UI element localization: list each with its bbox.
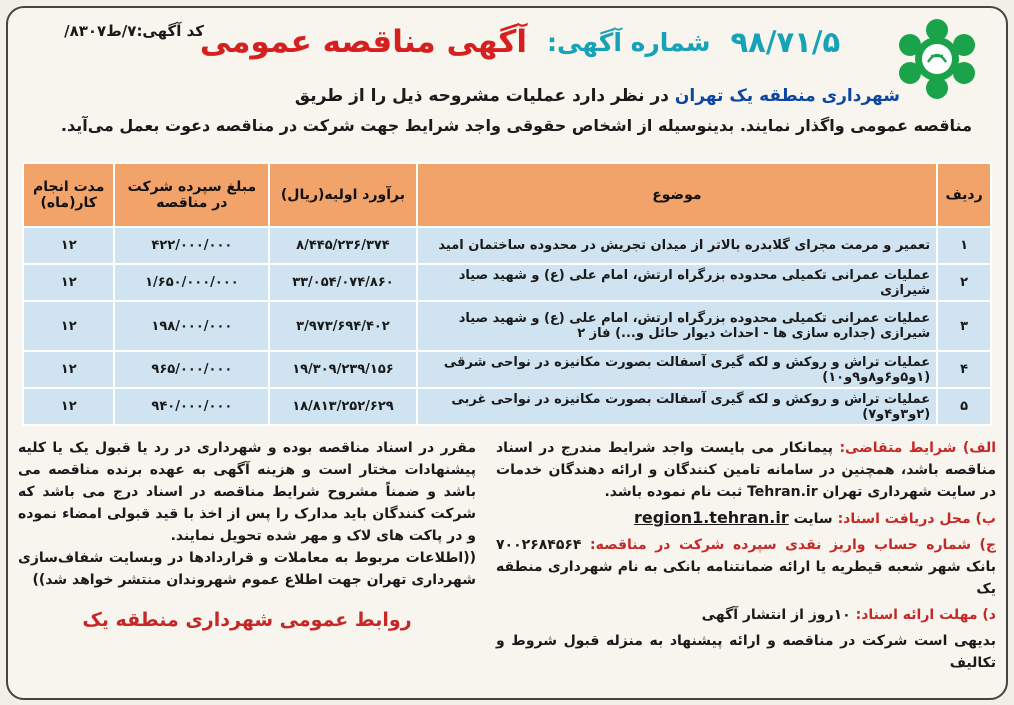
condition-e: بدیهی است شرکت در مناقصه و ارائه پیشنهاد به منزله قبول شروط و تکالیف (496, 633, 996, 671)
cell-subject: عملیات تراش و روکش و لکه گیری آسفالت بصورت مکانیزه در نواحی غربی (۲و۳و۴و۷) (417, 388, 938, 425)
header-subject: موضوع (417, 163, 938, 227)
cell-estimate: ۳/۹۷۳/۶۹۴/۴۰۲ (269, 301, 416, 351)
notice-title: آگهی مناقصه عمومی (199, 24, 527, 60)
ad-code: کد آگهی:۷/ط۸۳۰۷/ (64, 22, 204, 40)
account-number: ۷۰۰۲۶۸۴۵۶۴ (496, 537, 582, 553)
cell-row-number: ۴ (937, 351, 991, 388)
cell-deposit: ۹۶۵/۰۰۰/۰۰۰ (114, 351, 269, 388)
condition-c-text: بانک شهر شعبه قیطریه یا ارائه ضمانتنامه بانکی به نام شهرداری منطقه یک (496, 559, 996, 597)
condition-b-label: ب) محل دریافت اسناد: (837, 511, 996, 527)
condition-c-label: ج) شماره حساب واریز نقدی سپرده شرکت در مناقصه: (590, 537, 997, 553)
table-row (23, 301, 991, 351)
condition-b-text: سایت (793, 511, 833, 527)
header-duration: مدت انجام کار(ماه) (23, 163, 114, 227)
cell-estimate: ۸/۴۴۵/۲۳۶/۳۷۴ (269, 227, 416, 264)
table-header-row (23, 163, 991, 227)
organization-name: شهرداری منطقه یک تهران (674, 86, 900, 106)
table-row (23, 264, 991, 301)
condition-d (496, 604, 996, 626)
notice-number: ۹۸/۷۱/۵ (730, 25, 841, 59)
cell-row-number: ۵ (937, 388, 991, 425)
tender-table (22, 162, 992, 426)
cell-subject: عملیات عمرانی تکمیلی محدوده بزرگراه ارتش، امام علی (ع) و شهید صیاد شیرازی (417, 264, 938, 301)
notice-number-label: شماره آگهی: (546, 27, 711, 57)
transparency-note: ((اطلاعات مربوط به معاملات و قراردادها در وبسایت شفاف‌سازی شهرداری تهران جهت اطلاع عموم شهروندان منتشر خواهد شد)) (18, 550, 476, 588)
cell-deposit: ۴۲۲/۰۰۰/۰۰۰ (114, 227, 269, 264)
cell-duration: ۱۲ (23, 301, 114, 351)
table-row (23, 388, 991, 425)
intro-line-1-rest: در نظر دارد عملیات مشروحه ذیل را از طریق (294, 86, 669, 106)
cell-duration: ۱۲ (23, 351, 114, 388)
notes-text: مقرر در اسناد مناقصه بوده و شهرداری در رد یا قبول یک یا کلیه پیشنهادات مختار است و هزینه آگهی به عهده برنده مناقصه می باشد و ضمناً مشروح شرایط مناقصه در اسناد درج می باشد که شرکت کنندگان باید مدارک را پس از اخذ با قید قبولی امضاء نموده و در پاکت های لاک و مهر شده تحویل نمایند. (18, 440, 476, 544)
condition-b (496, 507, 996, 530)
cell-duration: ۱۲ (23, 264, 114, 301)
condition-d-label: د) مهلت ارائه اسناد: (855, 607, 996, 623)
condition-a (496, 437, 996, 503)
headline (180, 14, 860, 70)
condition-a-text: پیمانکار می بایست واجد شرایط مندرج در اسناد مناقصه باشد، همچنین در سامانه تامین کنندگان و ارائه دهندگان خدمات در سایت شهرداری تهران Tehran.ir ثبت نام نموده باشد. (496, 440, 996, 500)
cell-deposit: ۱/۶۵۰/۰۰۰/۰۰۰ (114, 264, 269, 301)
cell-duration: ۱۲ (23, 388, 114, 425)
intro-line-1 (200, 86, 900, 106)
tehran-municipality-logo (898, 18, 976, 100)
table-row (23, 227, 991, 264)
header-deposit: مبلغ سپرده شرکت در مناقصه (114, 163, 269, 227)
cell-estimate: ۱۹/۳۰۹/۲۳۹/۱۵۶ (269, 351, 416, 388)
public-relations-signature: روابط عمومی شهرداری منطقه یک (82, 609, 412, 631)
intro-line-2: مناقصه عمومی واگذار نمایند. بدینوسیله از اشخاص حقوقی واجد شرایط جهت شرکت در مناقصه دعوت بعمل می‌آید. (60, 116, 972, 135)
header-estimate: برآورد اولیه(ریال) (269, 163, 416, 227)
header-row-number: ردیف (937, 163, 991, 227)
condition-c (496, 534, 996, 600)
cell-deposit: ۱۹۸/۰۰۰/۰۰۰ (114, 301, 269, 351)
cell-estimate: ۱۸/۸۱۳/۲۵۲/۶۲۹ (269, 388, 416, 425)
cell-row-number: ۱ (937, 227, 991, 264)
condition-a-label: الف) شرایط متقاضی: (839, 440, 997, 456)
documents-site-link[interactable]: region1.tehran.ir (634, 508, 789, 527)
cell-row-number: ۲ (937, 264, 991, 301)
cell-duration: ۱۲ (23, 227, 114, 264)
cell-deposit: ۹۴۰/۰۰۰/۰۰۰ (114, 388, 269, 425)
conditions-section (496, 437, 996, 678)
cell-subject: تعمیر و مرمت مجرای گلابدره بالاتر از میدان تجریش در محدوده ساختمان امید (417, 227, 938, 264)
cell-row-number: ۳ (937, 301, 991, 351)
cell-estimate: ۳۳/۰۵۴/۰۷۴/۸۶۰ (269, 264, 416, 301)
condition-d-text: ۱۰روز از انتشار آگهی (701, 607, 851, 623)
notes-section (18, 437, 476, 631)
table-row (23, 351, 991, 388)
cell-subject: عملیات تراش و روکش و لکه گیری آسفالت بصورت مکانیزه در نواحی شرقی (۱و۵و۶و۸و۹و۱۰) (417, 351, 938, 388)
cell-subject: عملیات عمرانی تکمیلی محدوده بزرگراه ارتش، امام علی (ع) و شهید صیاد شیرازی (جداره سازی ها - احداث دیوار حائل و...) فاز ۲ (417, 301, 938, 351)
